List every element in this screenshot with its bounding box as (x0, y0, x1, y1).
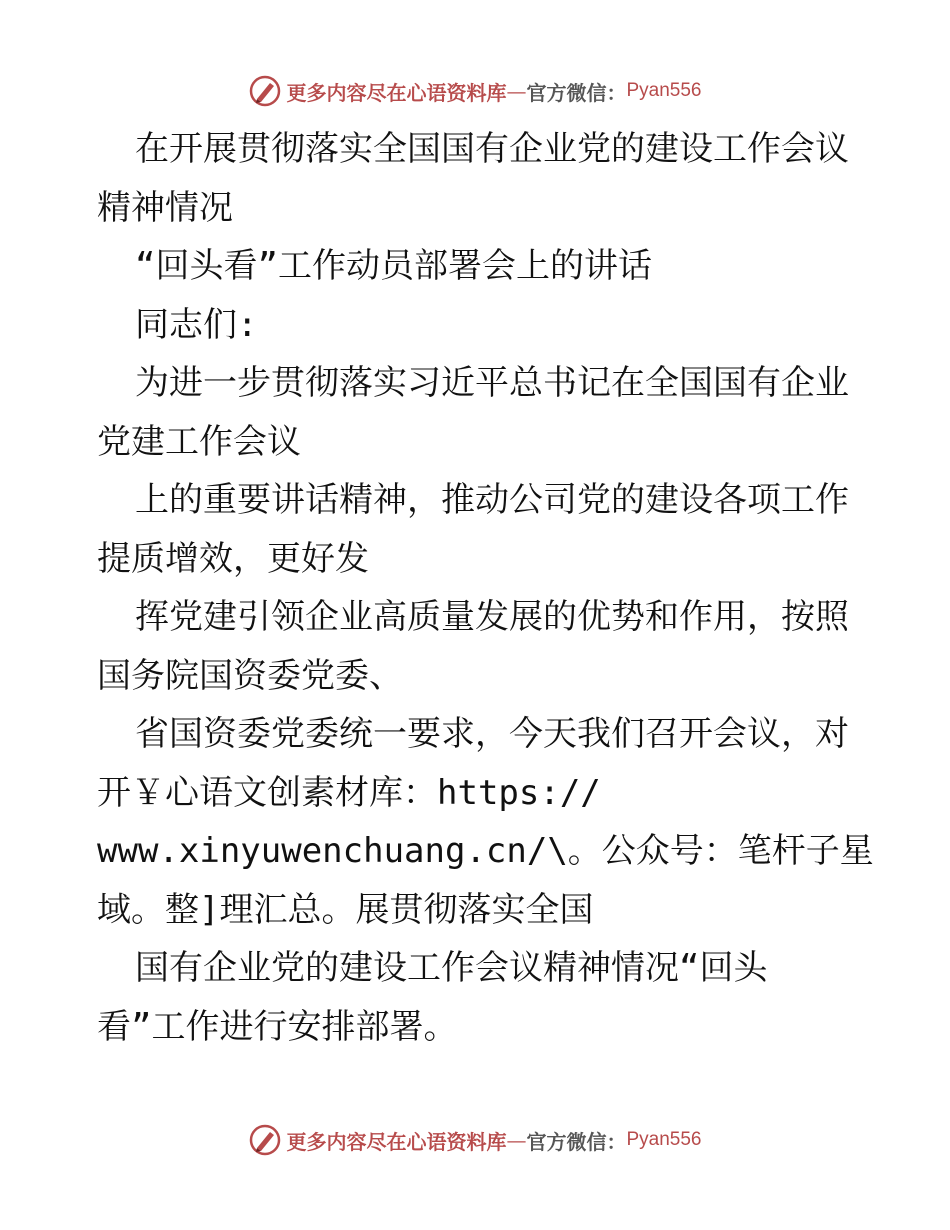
text-line: 域。整]理汇总。展贯彻落实全国 (97, 889, 594, 930)
footer-banner (0, 1120, 950, 1160)
header-banner (0, 71, 950, 111)
text-line: “回头看”工作动员部署会上的讲话 (135, 246, 652, 286)
pen-logo-icon (248, 1123, 282, 1157)
banner-wechat-label: 官方微信： (526, 1129, 627, 1154)
text-line: 开￥心语文创素材库：https:// (97, 772, 601, 813)
text-line: 为进一步贯彻落实习近平总书记在全国国有企业 (135, 363, 849, 403)
document-body (97, 120, 887, 1056)
pen-logo-icon (248, 74, 282, 108)
banner-dash: — (506, 79, 527, 103)
text-line: 看”工作进行安排部署。 (97, 1006, 458, 1047)
text-line: 精神情况 (97, 187, 233, 228)
text-line: 同志们: (135, 304, 258, 345)
text-line: 上的重要讲话精神，推动公司党的建设各项工作 (135, 480, 849, 520)
text-line: 在开展贯彻落实全国国有企业党的建设工作会议 (135, 129, 849, 169)
text-line: 国有企业党的建设工作会议精神情况“回头 (135, 948, 768, 988)
banner-wechat-id: Pyan556 (626, 80, 702, 101)
text-line: 省国资委党委统一要求，今天我们召开会议，对 (135, 714, 849, 754)
banner-wechat-id: Pyan556 (626, 1129, 702, 1150)
text-line: 党建工作会议 (97, 421, 301, 462)
banner-slogan: 更多内容尽在心语资料库 (286, 1129, 507, 1154)
banner-wechat-label: 官方微信： (526, 80, 627, 105)
text-line: 提质增效，更好发 (97, 538, 369, 579)
text-line: 挥党建引领企业高质量发展的优势和作用，按照 (135, 597, 849, 637)
text-line: 国务院国资委党委、 (97, 655, 403, 696)
banner-slogan: 更多内容尽在心语资料库 (286, 80, 507, 105)
banner-dash: — (506, 1128, 527, 1152)
text-line: www.xinyuwenchuang.cn/\。公众号：笔杆子星 (97, 831, 874, 871)
